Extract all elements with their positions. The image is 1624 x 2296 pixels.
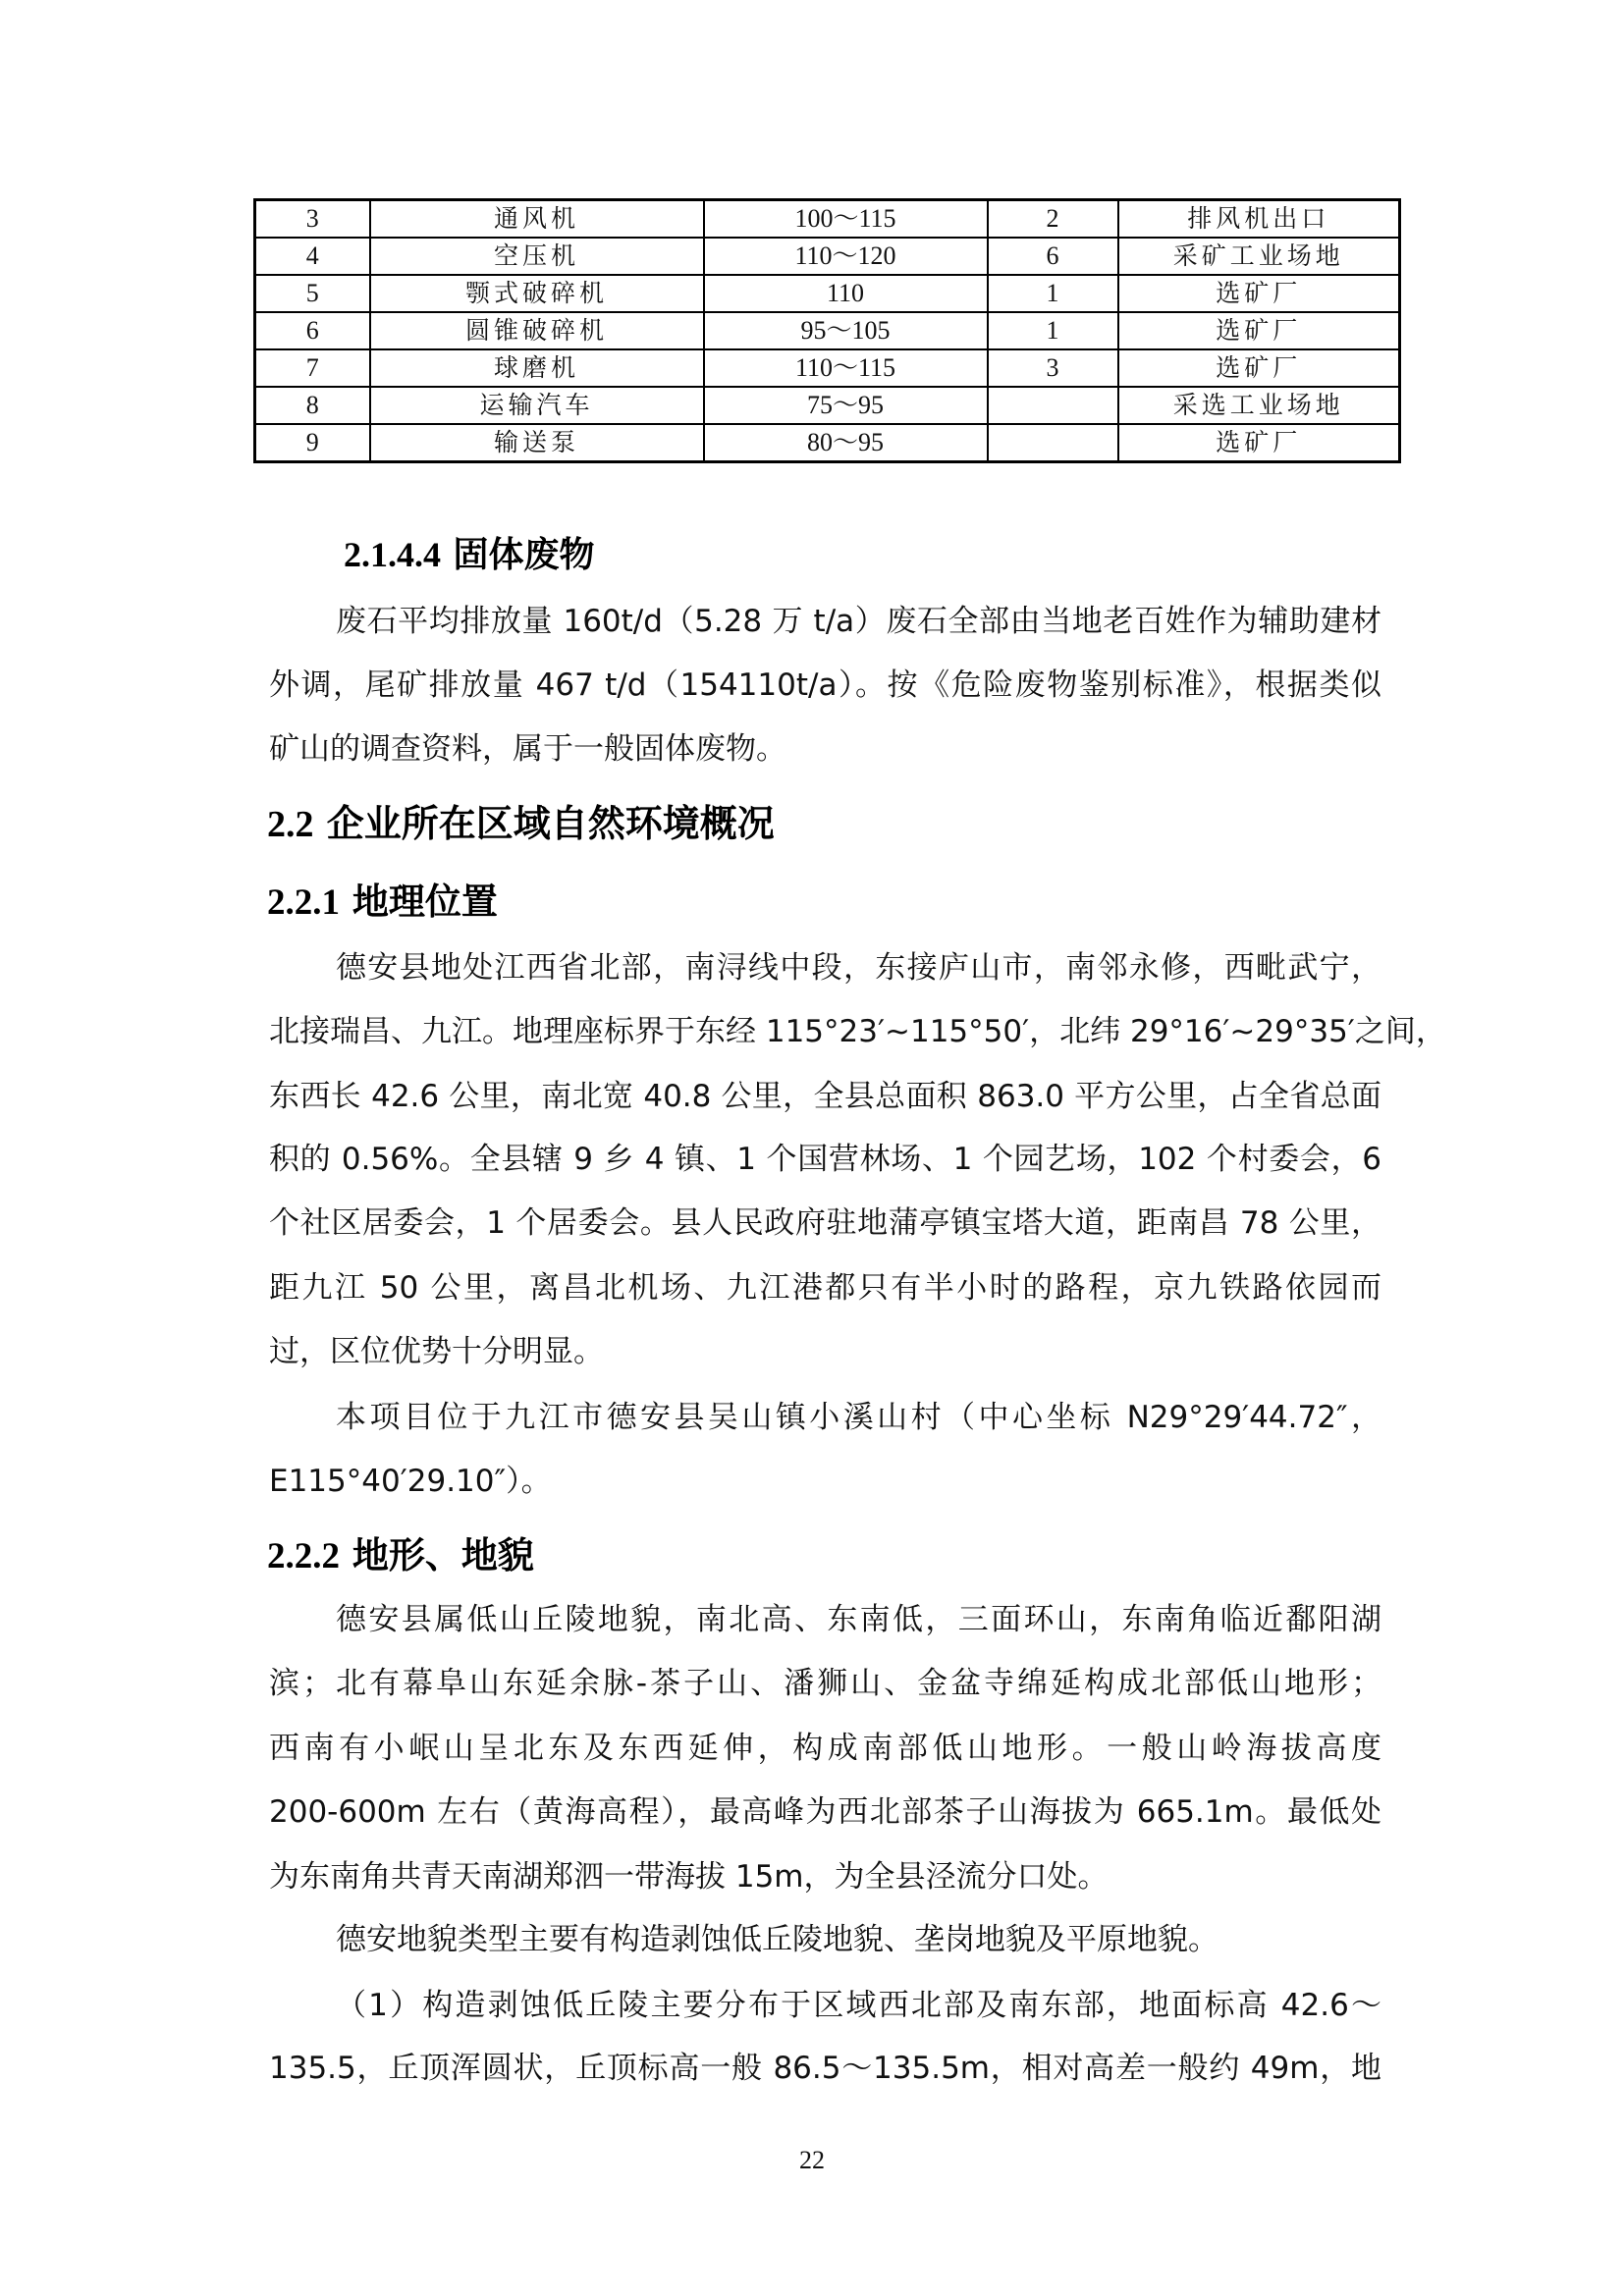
table-row — [255, 238, 1400, 275]
paragraph-line: 废石平均排放量 160t/d（5.28 万 t/a）废石全部由当地老百姓作为辅助建材 — [336, 604, 1381, 639]
section-heading-2-2-1 — [267, 872, 498, 925]
table-row — [255, 349, 1400, 387]
paragraph-line: 滨；北有幕阜山东延余脉-茶子山、潘狮山、金盆寺绵延构成北部低山地形； — [269, 1666, 1381, 1701]
cell-location: 选矿厂 — [1118, 312, 1400, 349]
cell-index: 6 — [255, 312, 370, 349]
cell-index: 9 — [255, 424, 370, 462]
cell-noise-level: 75～95 — [704, 387, 988, 424]
cell-noise-level: 110～120 — [704, 238, 988, 275]
cell-noise-level: 110 — [704, 275, 988, 312]
paragraph-line: E115°40′29.10″）。 — [269, 1464, 552, 1499]
cell-noise-level: 80～95 — [704, 424, 988, 462]
cell-quantity — [988, 424, 1118, 462]
cell-index: 5 — [255, 275, 370, 312]
heading-number: 2.2 — [267, 804, 314, 845]
heading-text: 地理位置 — [352, 881, 498, 923]
cell-location: 采矿工业场地 — [1118, 238, 1400, 275]
cell-index: 4 — [255, 238, 370, 275]
page-number: 22 — [799, 2146, 825, 2174]
cell-index: 8 — [255, 387, 370, 424]
heading-number: 2.1.4.4 — [344, 535, 441, 574]
cell-quantity: 3 — [988, 349, 1118, 387]
paragraph-line: 距九江 50 公里，离昌北机场、九江港都只有半小时的路程，京九铁路依园而 — [269, 1270, 1381, 1306]
cell-equipment: 球磨机 — [370, 349, 704, 387]
cell-quantity: 1 — [988, 275, 1118, 312]
cell-location: 排风机出口 — [1118, 200, 1400, 239]
paragraph-line: 西南有小岷山呈北东及东西延伸，构成南部低山地形。一般山岭海拔高度 — [269, 1731, 1381, 1766]
paragraph-line: 135.5，丘顶浑圆状，丘顶标高一般 86.5～135.5m，相对高差一般约 49m，地 — [269, 2051, 1381, 2086]
paragraph-line: 矿山的调查资料，属于一般固体废物。 — [269, 731, 786, 767]
paragraph-line: 东西长 42.6 公里，南北宽 40.8 公里，全县总面积 863.0 平方公里，占全省总面 — [269, 1079, 1381, 1114]
paragraph-line: 德安县属低山丘陵地貌，南北高、东南低，三面环山，东南角临近鄱阳湖 — [336, 1602, 1381, 1637]
cell-location: 选矿厂 — [1118, 275, 1400, 312]
cell-equipment: 颚式破碎机 — [370, 275, 704, 312]
table-row — [255, 387, 1400, 424]
paragraph-line: 为东南角共青天南湖郑泗一带海拔 15m，为全县泾流分口处。 — [269, 1859, 1109, 1895]
paragraph-line: （1）构造剥蚀低丘陵主要分布于区域西北部及南东部，地面标高 42.6～ — [336, 1988, 1381, 2023]
heading-text: 地形、地貌 — [352, 1534, 534, 1576]
table-row — [255, 424, 1400, 462]
table-row — [255, 312, 1400, 349]
cell-index: 7 — [255, 349, 370, 387]
table-row — [255, 200, 1400, 239]
cell-noise-level: 110～115 — [704, 349, 988, 387]
cell-equipment: 空压机 — [370, 238, 704, 275]
cell-quantity — [988, 387, 1118, 424]
cell-equipment: 通风机 — [370, 200, 704, 239]
paragraph-line: 外调，尾矿排放量 467 t/d（154110t/a）。按《危险废物鉴别标准》，根据类似 — [269, 667, 1381, 703]
section-heading-2-2-2 — [267, 1525, 534, 1578]
paragraph-line: 本项目位于九江市德安县吴山镇小溪山村（中心坐标 N29°29′44.72″， — [336, 1400, 1381, 1435]
paragraph-line: 德安地貌类型主要有构造剥蚀低丘陵地貌、垄岗地貌及平原地貌。 — [336, 1922, 1218, 1957]
cell-location: 选矿厂 — [1118, 349, 1400, 387]
equipment-noise-table — [253, 198, 1401, 463]
cell-noise-level: 95～105 — [704, 312, 988, 349]
table-row — [255, 275, 1400, 312]
cell-quantity: 2 — [988, 200, 1118, 239]
paragraph-line: 德安县地处江西省北部，南浔线中段，东接庐山市，南邻永修，西毗武宁， — [336, 950, 1381, 986]
paragraph-line: 北接瑞昌、九江。地理座标界于东经 115°23′~115°50′，北纬 29°16′~29°35′之间， — [269, 1014, 1446, 1049]
paragraph-line: 个社区居委会，1 个居委会。县人民政府驻地蒲亭镇宝塔大道，距南昌 78 公里， — [269, 1205, 1381, 1241]
paragraph-line: 积的 0.56%。全县辖 9 乡 4 镇、1 个国营林场、1 个园艺场，102 个村委会，6 — [269, 1142, 1381, 1177]
cell-index: 3 — [255, 200, 370, 239]
cell-location: 采选工业场地 — [1118, 387, 1400, 424]
heading-text: 固体废物 — [453, 535, 595, 575]
cell-location: 选矿厂 — [1118, 424, 1400, 462]
paragraph-line: 200-600m 左右（黄海高程），最高峰为西北部茶子山海拔为 665.1m。最低处 — [269, 1794, 1381, 1830]
section-heading-2-1-4-4 — [344, 527, 595, 577]
paragraph-line: 过，区位优势十分明显。 — [269, 1334, 604, 1369]
heading-text: 企业所在区域自然环境概况 — [326, 802, 775, 845]
cell-quantity: 6 — [988, 238, 1118, 275]
cell-noise-level: 100～115 — [704, 200, 988, 239]
heading-number: 2.2.1 — [267, 882, 340, 923]
heading-number: 2.2.2 — [267, 1536, 340, 1576]
cell-equipment: 输送泵 — [370, 424, 704, 462]
cell-equipment: 运输汽车 — [370, 387, 704, 424]
cell-equipment: 圆锥破碎机 — [370, 312, 704, 349]
section-heading-2-2 — [267, 793, 775, 847]
cell-quantity: 1 — [988, 312, 1118, 349]
